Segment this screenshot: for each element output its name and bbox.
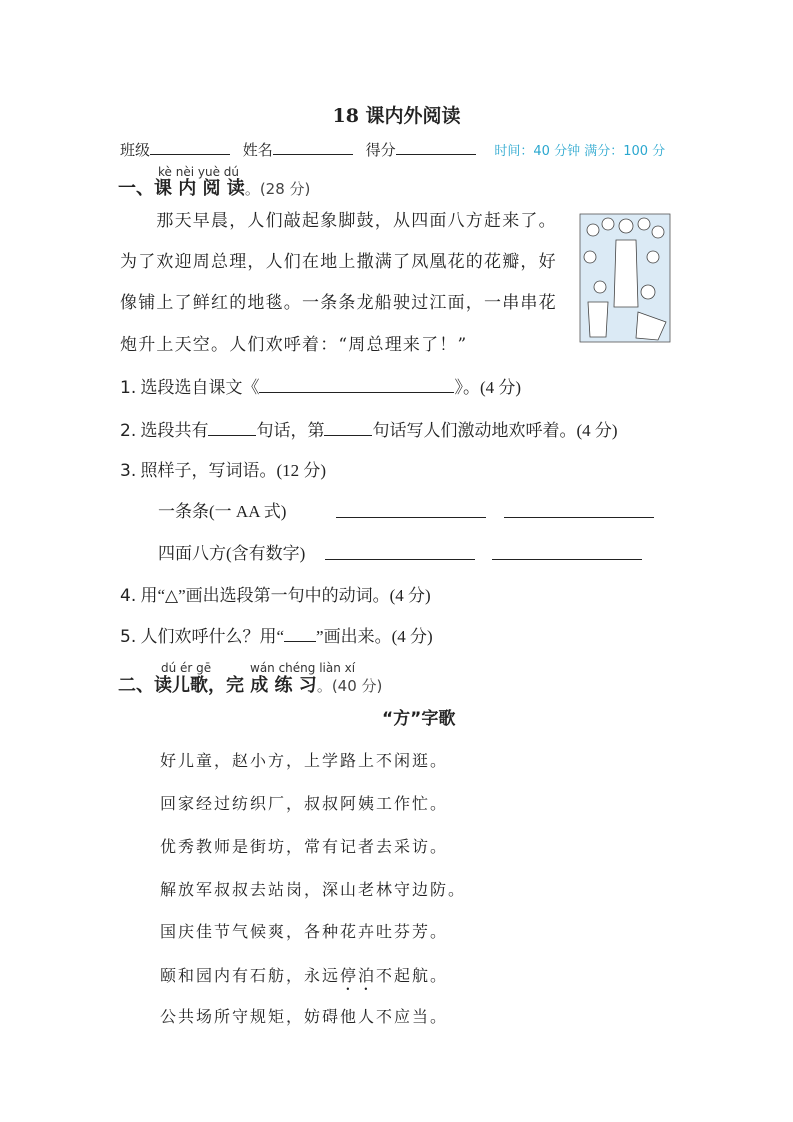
question-text: ”画出来。(4 分) bbox=[316, 627, 433, 646]
question-text: 人们欢呼什么？用“ bbox=[140, 627, 285, 646]
answer-blank[interactable] bbox=[325, 545, 475, 560]
section2-pinyin: wán chéng liàn xí bbox=[250, 661, 356, 675]
poem-line: 国庆佳节气候爽，各种花卉吐芬芳。 bbox=[160, 922, 449, 941]
page-title: 18 课内外阅读 bbox=[332, 105, 461, 127]
q3-item bbox=[158, 545, 305, 562]
question-5 bbox=[120, 627, 433, 646]
question-number: 2. bbox=[120, 421, 137, 441]
question-text: 》。(4 分) bbox=[454, 378, 522, 397]
name-field[interactable] bbox=[273, 140, 353, 155]
name-label: 姓名 bbox=[242, 141, 273, 159]
poem-line: 回家经过纺织厂，叔叔阿姨工作忙。 bbox=[160, 794, 449, 813]
question-text: 照样子，写词语。(12 分) bbox=[140, 461, 327, 480]
question-number: 1. bbox=[120, 378, 137, 398]
answer-blank[interactable] bbox=[208, 421, 256, 436]
section2-pinyin: dú ér gē bbox=[161, 661, 212, 675]
answer-blank[interactable] bbox=[284, 627, 316, 642]
poem-line: 优秀教师是街坊，常有记者去采访。 bbox=[160, 837, 449, 856]
section2-title: 二、读儿歌，完 成 练 习 bbox=[118, 675, 317, 696]
answer-blank[interactable] bbox=[504, 503, 654, 518]
student-info-line bbox=[120, 140, 665, 158]
dotted-word: 停泊 bbox=[340, 966, 377, 985]
section1-pinyin: kè nèi yuè dú bbox=[158, 165, 239, 179]
poem-title: “方”字歌 bbox=[382, 709, 456, 729]
passage-line: 为了欢迎周总理，人们在地上撒满了凤凰花的花瓣，好 bbox=[120, 252, 557, 272]
poem-text: 不起航。 bbox=[376, 966, 449, 985]
time-score-meta: 时间：40 分钟 满分：100 分 bbox=[494, 144, 666, 159]
question-4 bbox=[120, 587, 431, 605]
crowd-illustration bbox=[578, 212, 672, 344]
q3-example: 一条条(一 AA 式) bbox=[158, 502, 287, 521]
passage-line: 炮升上天空。人们欢呼着：“周总理来了！” bbox=[120, 335, 468, 355]
question-text: 用“△”画出选段第一句中的动词。(4 分) bbox=[140, 586, 431, 605]
question-text: 选段选自课文《 bbox=[140, 378, 260, 397]
poem-line: 解放军叔叔去站岗，深山老林守边防。 bbox=[160, 880, 467, 899]
question-text: 句话，第 bbox=[256, 421, 325, 440]
poem-line: 公共场所守规矩，妨碍他人不应当。 bbox=[160, 1007, 449, 1026]
answer-blank[interactable] bbox=[259, 378, 454, 393]
question-number: 4. bbox=[120, 586, 137, 606]
score-field[interactable] bbox=[396, 140, 476, 155]
question-2 bbox=[120, 421, 618, 440]
section2-heading bbox=[118, 677, 382, 695]
q3-example: 四面八方(含有数字) bbox=[158, 544, 306, 563]
section1-title: 一、课 内 阅 读 bbox=[118, 178, 245, 199]
passage-line: 那天早晨，人们敲起象脚鼓，从四面八方赶来了。 bbox=[120, 211, 557, 231]
answer-blank[interactable] bbox=[336, 503, 486, 518]
class-field[interactable] bbox=[150, 140, 230, 155]
question-number: 5. bbox=[120, 627, 137, 647]
section1-score: 。(28 分) bbox=[244, 180, 311, 198]
question-number: 3. bbox=[120, 461, 137, 481]
poem-line: 好儿童，赵小方，上学路上不闲逛。 bbox=[160, 751, 449, 770]
poem-text: 颐和园内有石舫，永远 bbox=[160, 966, 341, 985]
q3-item bbox=[158, 503, 286, 520]
question-text: 句话写人们激动地欢呼着。(4 分) bbox=[372, 421, 618, 440]
question-1 bbox=[120, 378, 521, 397]
question-3 bbox=[120, 462, 326, 480]
question-text: 选段共有 bbox=[140, 421, 209, 440]
section2-score: 。(40 分) bbox=[316, 677, 383, 695]
passage-line: 像铺上了鲜红的地毯。一条条龙船驶过江面，一串串花 bbox=[120, 293, 557, 313]
poem-line bbox=[160, 966, 448, 994]
answer-blank[interactable] bbox=[324, 421, 372, 436]
score-label: 得分 bbox=[365, 141, 396, 159]
class-label: 班级 bbox=[120, 141, 151, 159]
section1-heading bbox=[118, 180, 310, 198]
answer-blank[interactable] bbox=[492, 545, 642, 560]
